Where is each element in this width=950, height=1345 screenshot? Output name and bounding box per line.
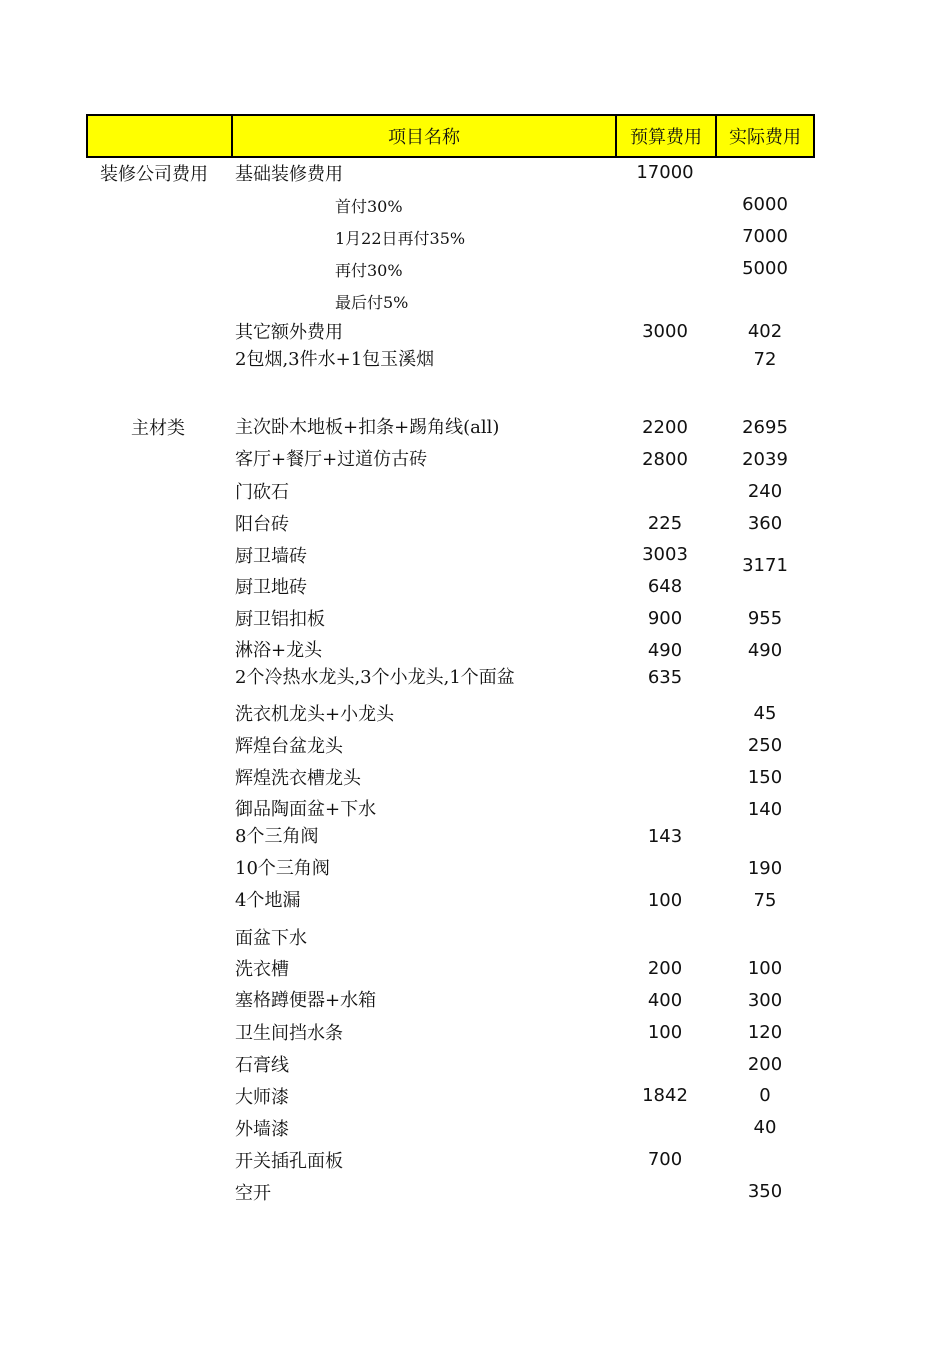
row-actual: 360 xyxy=(747,513,783,534)
row-actual: 190 xyxy=(747,858,783,879)
row-name: 空开 xyxy=(235,1183,271,1204)
row-actual: 0 xyxy=(759,1085,771,1106)
row-name: 主次卧木地板+扣条+踢角线(all) xyxy=(235,417,500,438)
row-actual: 7000 xyxy=(742,226,788,247)
row-actual: 120 xyxy=(747,1022,783,1043)
row-budget: 490 xyxy=(647,640,683,661)
table-header xyxy=(86,114,815,158)
row-actual: 402 xyxy=(747,321,783,342)
row-name: 御品陶面盆+下水 xyxy=(235,799,377,820)
header-actual: 实际费用 xyxy=(729,127,801,148)
row-budget: 648 xyxy=(647,576,683,597)
row-budget: 225 xyxy=(647,513,683,534)
row-budget: 900 xyxy=(647,608,683,629)
row-actual: 200 xyxy=(747,1054,783,1075)
group-label-company: 装修公司费用 xyxy=(100,164,208,185)
row-actual: 45 xyxy=(753,703,777,724)
row-name: 外墙漆 xyxy=(235,1119,289,1140)
row-actual: 100 xyxy=(747,958,783,979)
row-budget: 100 xyxy=(647,890,683,911)
row-actual: 490 xyxy=(747,640,783,661)
row-name: 大师漆 xyxy=(235,1087,289,1108)
row-actual: 150 xyxy=(747,767,783,788)
row-budget: 2800 xyxy=(642,449,688,470)
row-budget: 100 xyxy=(647,1022,683,1043)
row-budget: 3003 xyxy=(642,544,688,565)
row-actual: 240 xyxy=(747,481,783,502)
group-label-materials: 主材类 xyxy=(131,418,185,439)
row-name: 辉煌台盆龙头 xyxy=(235,736,343,757)
row-name: 再付30% xyxy=(335,261,403,280)
row-budget: 3000 xyxy=(642,321,688,342)
row-name: 首付30% xyxy=(335,197,403,216)
row-name: 石膏线 xyxy=(235,1055,289,1076)
row-budget: 2200 xyxy=(642,417,688,438)
row-budget: 400 xyxy=(647,990,683,1011)
row-name: 面盆下水 xyxy=(235,928,307,949)
row-name: 厨卫地砖 xyxy=(235,577,307,598)
row-actual: 75 xyxy=(753,890,777,911)
row-name: 8个三角阀 xyxy=(235,826,319,847)
row-name: 塞格蹲便器+水箱 xyxy=(235,990,377,1011)
row-name: 卫生间挡水条 xyxy=(235,1023,343,1044)
row-name: 淋浴+龙头 xyxy=(235,640,323,661)
row-actual: 140 xyxy=(747,799,783,820)
header-item-name: 项目名称 xyxy=(388,127,460,148)
header-budget: 预算费用 xyxy=(630,127,702,148)
row-budget: 143 xyxy=(647,826,683,847)
row-name: 洗衣槽 xyxy=(235,959,289,980)
row-budget: 700 xyxy=(647,1149,683,1170)
row-name: 1月22日再付35% xyxy=(335,229,466,248)
row-actual: 955 xyxy=(747,608,783,629)
row-name: 2个冷热水龙头,3个小龙头,1个面盆 xyxy=(235,667,515,688)
row-actual: 2695 xyxy=(742,417,788,438)
row-actual: 350 xyxy=(747,1181,783,1202)
row-budget: 635 xyxy=(647,667,683,688)
row-budget: 17000 xyxy=(636,162,694,183)
row-actual: 40 xyxy=(753,1117,777,1138)
row-name: 厨卫铝扣板 xyxy=(235,609,325,630)
row-budget: 1842 xyxy=(642,1085,688,1106)
row-name: 最后付5% xyxy=(335,293,409,312)
row-name: 阳台砖 xyxy=(235,514,289,535)
row-name: 10个三角阀 xyxy=(235,858,330,879)
row-name: 客厅+餐厅+过道仿古砖 xyxy=(235,449,428,470)
row-actual: 3171 xyxy=(742,555,788,576)
row-name: 2包烟,3件水+1包玉溪烟 xyxy=(235,349,435,370)
row-name: 其它额外费用 xyxy=(235,322,343,343)
row-name: 4个地漏 xyxy=(235,890,301,911)
row-name: 辉煌洗衣槽龙头 xyxy=(235,768,361,789)
row-name: 洗衣机龙头+小龙头 xyxy=(235,704,395,725)
row-actual: 5000 xyxy=(742,258,788,279)
row-actual: 6000 xyxy=(742,194,788,215)
row-name: 厨卫墙砖 xyxy=(235,546,307,567)
row-actual: 300 xyxy=(747,990,783,1011)
row-actual: 2039 xyxy=(742,449,788,470)
row-actual: 72 xyxy=(753,349,777,370)
row-budget: 200 xyxy=(647,958,683,979)
row-name: 基础装修费用 xyxy=(235,164,343,185)
row-name: 开关插孔面板 xyxy=(235,1151,343,1172)
row-actual: 250 xyxy=(747,735,783,756)
row-name: 门砍石 xyxy=(235,482,289,503)
